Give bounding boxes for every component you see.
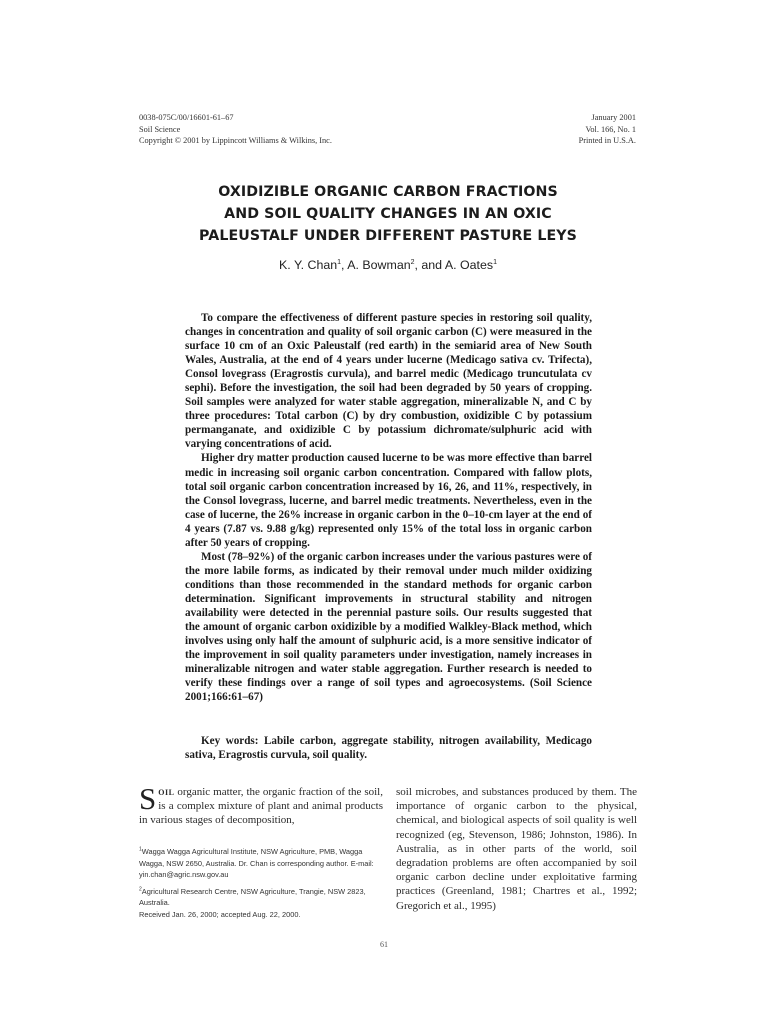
author-1: K. Y. Chan [279,258,338,272]
intro-text: organic matter, the organic fraction of the soil, is a complex mixture of plant and animal products in various stages of decomposition, [139,786,383,827]
abstract-paragraph-1: To compare the effectiveness of different pasture species in restoring soil quality, changes in concentration and quality of soil organic carbon (C) were measured in the surface 10 cm of an Oxic Paleustalf (red earth) in the semiarid area of New South Wales, Australia, at the end of 4 years under lucerne (Medicago sativa cv. Trifecta), Consol lovegrass (Eragrostis curvula), and barrel medic (Medicago truncutulata cv sephi). Before the investigation, the soil had been degraded by 50 years of cropping. Soil samples were analyzed for water stable aggregation, mineralizable N, and C by three procedures: Total carbon (C) by dry combustion, oxidizible C by potassium permanganate, and oxidizible C by potassium dichromate/sulphuric acid with varying concentrations of acid. [185,312,592,451]
title-line-2: AND SOIL QUALITY CHANGES IN AN OXIC [224,206,552,222]
article-title [140,181,636,247]
author-2: A. Bowman [347,258,411,272]
footnote-1-mark: 1 [139,846,142,853]
body-column-left [139,781,383,828]
footnote-1-text: Wagga Wagga Agricultural Institute, NSW Agriculture, PMB, Wagga Wagga, NSW 2650, Australia. Dr. Chan is corresponding author. E-mail: yin.chan@agric.nsw.gov.au [139,847,374,879]
footnote-2-text: Agricultural Research Centre, NSW Agriculture, Trangie, NSW 2823, Australia. [139,886,366,907]
abstract [185,311,592,704]
author-list [140,258,636,272]
copyright-line: Copyright © 2001 by Lippincott Williams & Wilkins, Inc. [139,136,332,145]
author-3-affiliation: 1 [493,258,497,266]
print-location: Printed in U.S.A. [578,136,636,145]
header-meta-right [579,112,636,147]
abstract-paragraph-2: Higher dry matter production caused lucerne to be was more effective than barrel medic in increasing soil organic carbon concentration. Compared with fallow plots, total soil organic carbon concentration increased by 16, 26, and 11%, respectively, in the Consol lovegrass, lucerne, and barrel medic treatments. Nevertheless, even in the case of lucerne, the 26% increase in organic carbon in the 0–10-cm layer at the end of 4 years (7.87 vs. 9.88 g/kg) represented only 15% of the total loss in organic carbon after 50 years of cropping. [185,452,592,549]
author-separator: , and [414,258,445,272]
intro-paragraph [139,781,383,828]
volume-number: Vol. 166, No. 1 [585,124,636,134]
title-line-1: OXIDIZIBLE ORGANIC CARBON FRACTIONS [218,184,558,200]
drop-cap: S [139,781,157,816]
lead-smallcaps: oil [158,786,175,798]
author-1-affiliation: 1 [337,258,342,266]
body-column-right [396,785,637,913]
right-column-text: soil microbes, and substances produced by them. The importance of organic carbon to the physical, chemical, and biological aspects of soil quality is well recognized (eg, Stevenson, 1986; Johnston, 1986). In Australia, as in other parts of the world, soil degradation problems are often accompanied by soil organic carbon decline under exploitative farming practices (Greenland, 1981; Chartres et al., 1992; Gregorich et al., 1995) [396,786,637,912]
footnote-2 [139,886,383,921]
keywords-text: Key words: Labile carbon, aggregate stability, nitrogen availability, Medicago sativa, Eragrostis curvula, soil quality. [185,735,592,762]
received-dates: Received Jan. 26, 2000; accepted Aug. 22, 2000. [139,909,301,919]
journal-code: 0038-075C/00/16601-61–67 [139,113,234,122]
author-separator: , [341,258,348,272]
journal-name: Soil Science [139,124,181,134]
footnote-1 [139,846,383,881]
footnotes [139,846,383,925]
issue-date: January 2001 [591,113,636,122]
author-3: A. Oates [444,258,494,272]
author-2-affiliation: 2 [410,258,415,266]
header-meta-left [139,112,332,147]
keywords [185,734,592,762]
page-number: 61 [380,940,388,949]
footnote-2-mark: 2 [139,886,142,893]
abstract-paragraph-3: Most (78–92%) of the organic carbon increases under the various pastures were of the more labile forms, as indicated by their removal under much milder oxidizing conditions than those recommended in the standard methods for organic carbon determination. Significant improvements in structural stability and nitrogen availability were detected in the perennial pasture soils. Our results suggested that the amount of organic carbon oxidizible by a modified Walkley-Black method, which involves using only half the amount of sulphuric acid, is a more sensitive indicator of the improvement in soil quality parameters under investigation, namely increases in mineralizable nitrogen and water stable aggregation. Further research is needed to verify these findings over a range of soil types and agroecosystems. (Soil Science 2001;166:61–67) [185,550,592,704]
title-line-3: PALEUSTALF UNDER DIFFERENT PASTURE LEYS [199,228,577,244]
